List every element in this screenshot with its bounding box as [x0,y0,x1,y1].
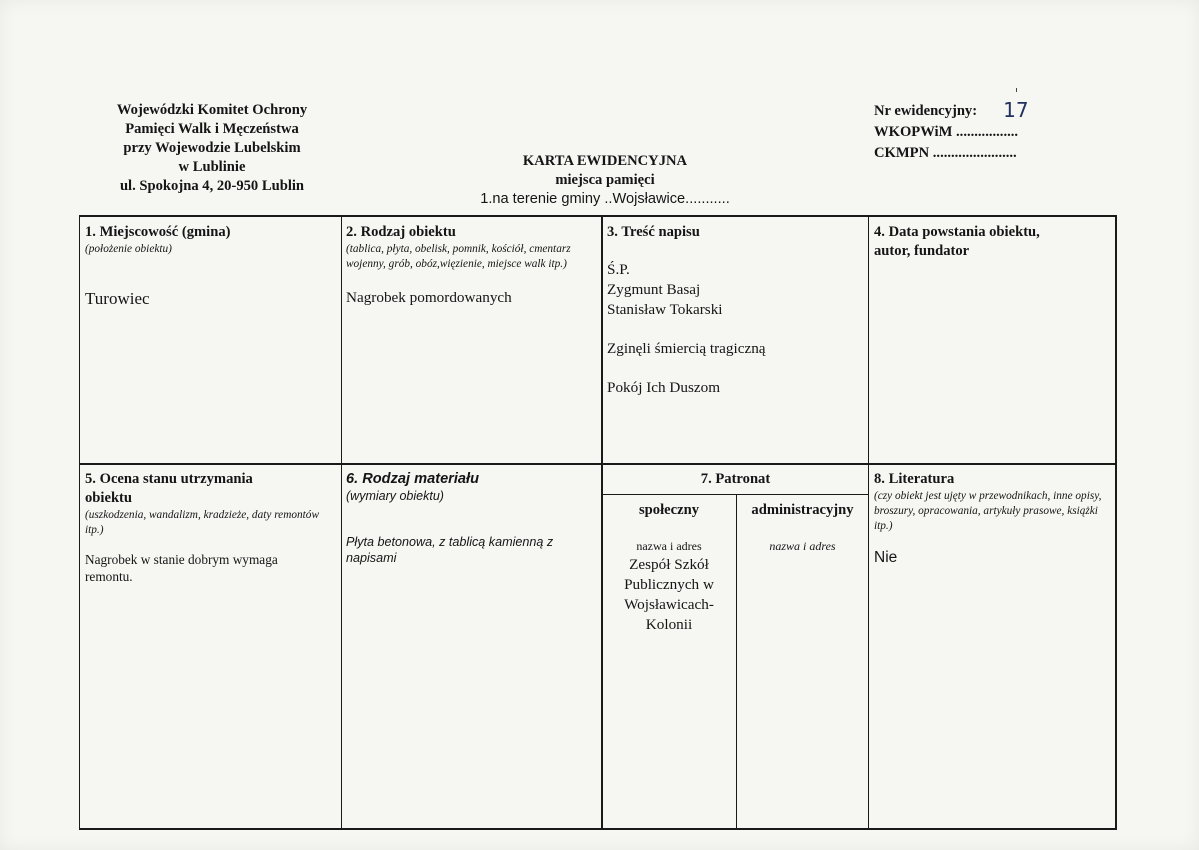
col-divider-3 [868,215,869,830]
nr-handwritten-value: 17 [1003,98,1029,122]
cell-creation-date [874,223,1112,261]
condition-subtitle: (uszkodzenia, wandalizm, kradzieże, daty remontów itp.) [85,509,319,536]
patronage-social-value-4: Kolonii [645,616,693,633]
cell-condition [85,470,335,585]
patronage-social-value-1: Zespół Szkół [629,556,709,573]
org-line-5: ul. Spokojna 4, 20-950 Lublin [119,178,305,194]
wkopwim-line: WKOPWiM ................. [874,124,1019,140]
title-line-1: KARTA EWIDENCYJNA [522,153,688,169]
cell-material [346,470,596,566]
title-line-3: 1.na terenie gminy ..Wojsławice........... [480,191,730,207]
inscription-line-2: Zygmunt Basaj [607,281,701,298]
locality-subtitle: (położenie obiektu) [85,243,172,255]
condition-value: Nagrobek w stanie dobrym wymaga remontu. [85,552,278,584]
cell-locality [85,223,335,309]
cell-literature [874,470,1112,568]
organization-block [92,101,332,196]
patronage-social-label: społeczny [639,502,699,518]
inscription-line-3: Stanisław Tokarski [607,301,723,318]
table-bottom-border [79,828,1117,830]
patronage-admin [737,501,868,553]
condition-heading-2: obiektu [85,490,133,506]
org-line-3: przy Wojewodzie Lubelskim [123,140,301,156]
material-value: Płyta betonowa, z tablicą kamienną z napisami [346,535,554,565]
inscription-line-5: Pokój Ich Duszom [607,379,721,396]
cell-object-type [346,223,596,308]
patronage-heading: 7. Patronat [700,471,771,487]
creation-date-heading-2: autor, fundator [874,243,970,259]
patronage-social [602,501,736,635]
material-heading: 6. Rodzaj materiału [346,471,480,487]
inscription-line-4: Zginęli śmiercią tragiczną [607,340,766,357]
org-line-4: w Lublinie [178,159,246,175]
title-line-2: miejsca pamięci [555,172,655,188]
table-left-border [79,215,80,830]
object-type-value: Nagrobek pomordowanych [346,289,512,306]
patronage-social-subtitle: nazwa i adres [636,539,702,553]
patronat-divider [601,494,869,495]
inscription-line-1: Ś.P. [607,261,630,278]
registration-block [874,98,1029,164]
literature-value: Nie [874,549,898,566]
patronage-social-value-2: Publicznych w [624,576,714,593]
patronage-admin-label: administracyjny [751,502,854,518]
locality-heading: 1. Miejscowość (gmina) [85,224,231,240]
pencil-mark [1016,88,1017,92]
cell-patronage [602,470,869,489]
object-type-heading: 2. Rodzaj obiektu [346,224,456,240]
creation-date-heading-1: 4. Data powstania obiektu, [874,224,1040,240]
literature-heading: 8. Literatura [874,471,955,487]
org-line-2: Pamięci Walk i Męczeństwa [125,121,299,137]
object-type-subtitle: (tablica, płyta, obelisk, pomnik, kościół, cmentarz wojenny, grób, obóz,więzienie, miejsce walk itp.) [346,243,571,270]
inscription-heading: 3. Treść napisu [607,224,700,240]
col-divider-1 [341,215,342,830]
table-right-border [1115,215,1117,830]
literature-subtitle: (czy obiekt jest ujęty w przewodnikach, inne opisy, broszury, opracowania, artykuły prasowe, książki itp.) [874,490,1102,532]
table-top-border [79,215,1117,217]
patronage-social-value-3: Wojsławicach- [624,596,714,613]
patronage-admin-subtitle: nazwa i adres [769,539,836,553]
material-subtitle: (wymiary obiektu) [346,489,444,503]
nr-label: Nr ewidencyjny: [874,103,978,119]
cell-inscription [607,223,862,398]
locality-value: Turowiec [85,289,150,308]
card-title [380,152,830,209]
row-divider [79,463,1117,465]
org-line-1: Wojewódzki Komitet Ochrony [116,102,308,118]
condition-heading-1: 5. Ocena stanu utrzymania [85,471,253,487]
ckmpn-line: CKMPN ....................... [874,145,1017,161]
